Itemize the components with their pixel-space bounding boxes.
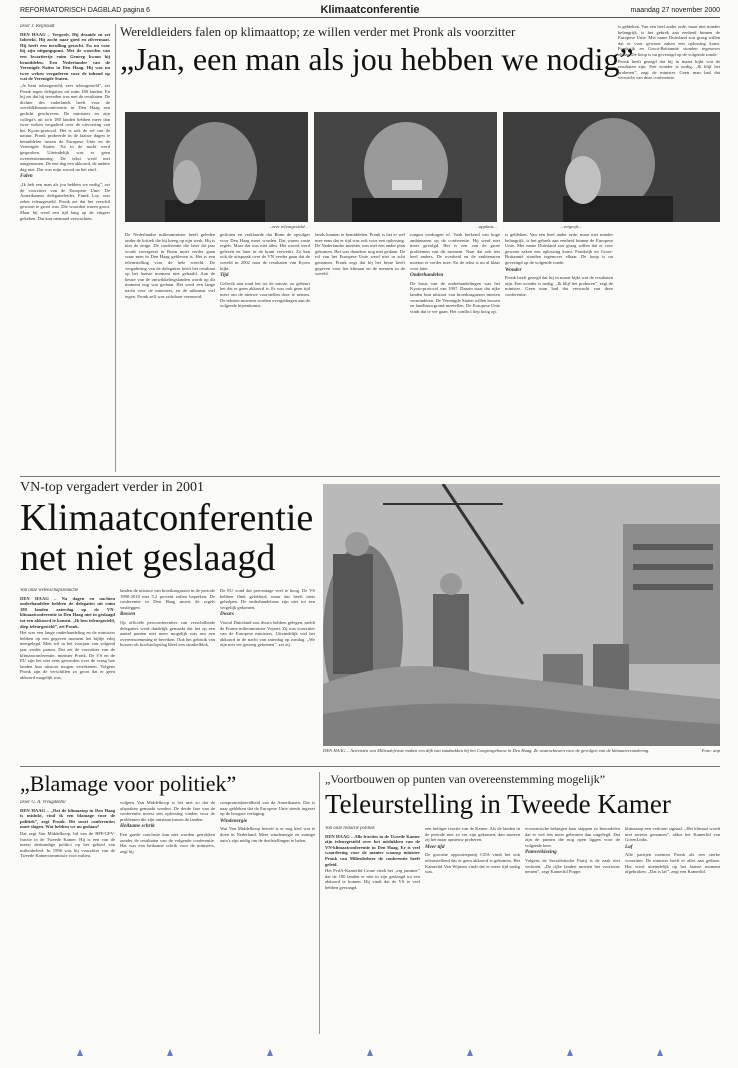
top-col1 <box>20 24 110 472</box>
bottom-right-kicker: „Voortbouwen op punten van overeenstemming mogelijk” <box>325 772 606 786</box>
bl-sub-heilzame: Heilzame schrik <box>120 823 155 830</box>
top-col3b-text: Gelovik aan rond het tot de missie, zo gebeurt het dat er geen akkoord is. Er was ook geen tijd meer om de nieuwe voorstellen door te nemen. De teksten moesten worden overgedragen aan de volgende bijeenkomst. <box>220 280 310 309</box>
mid-col3b-text: Vooral Duitsland zou dwars hebben gelegen, meldt de Franse milieuminister Voynet. Zij was voorzitter van de Europese ministers. Uiteindelijk viel het akkoord in de nacht van zaterdag op zondag. „We zijn niet ver genoeg gekomen”, zei zij. <box>220 619 315 648</box>
mid-lead: DEN HAAG – Na dagen en nachten onderhandelen hebben de delegaties uit ruim 180 landen zaterdag op de VN-klimaatconferentie in Den Haag niet in geslaagd tot een akkoord te komen. „Ik ben teleurgesteld, diep teleurgesteld”, zei Pronk. <box>20 595 115 629</box>
header-section: Klimaatconferentie <box>320 4 420 16</box>
sandbag-dike-image <box>323 484 720 746</box>
top-col5 <box>410 232 500 472</box>
header-paper-name: REFORMATORISCH DAGBLAD pagina 6 <box>20 7 151 14</box>
bl-sub-windenergie: Windenergie <box>220 817 248 824</box>
caption-photo-1: ...zeer teleurgesteld... <box>268 224 308 229</box>
registration-marks-svg <box>20 1047 720 1057</box>
br-lead: DEN HAAG – Alle fracties in de Tweede Kamer zijn teleurgesteld over het mislukken van de VN-klimaatconferentie in Den Haag. Er is veel waardering voor de manier waarop minister Pronk van Milieubeheer de conferentie heeft geleid. <box>325 833 420 867</box>
br-col1 <box>325 826 420 1030</box>
top-col7b-text: Pronk heeft gezegd dat hij in maart kijkt wat de resultaten zijn. Een wonder is nodig. „Ik blijf het proberen”, zegt de minister. Geen man had dat verwacht van deze conferentie. <box>618 58 720 81</box>
caption-photo-2: ...applaus... <box>475 224 497 229</box>
br-col4-text: klimaatop een verloren signaal. „Het klimaat wordt niet serieus genomen”, aldus het Kamerlid van GroenLinks. <box>625 826 720 843</box>
br-col3 <box>525 826 620 1030</box>
bl-col3-text: compromisbereidheid van de Amerikanen. Dat is naar gebleken dat de Europese Unie steeds ingezet op de hoogste verlaging. <box>220 800 315 817</box>
top-col3-text: gesloten en verklaarde dat Bonn de opvolger voor Den Haag moet worden. Dat waren vaste regels. Maar dat was niet alles. Het woord werd gelezen en later in de krant verwerkt. Zo kan ook de uitspraak over de VN verder gaan dat de wereld in 2002 naar de resultaten van Kyoto kijkt. <box>220 232 310 271</box>
top-byline: Door J. Reijnoudt <box>20 24 55 29</box>
bl-lead: DEN HAAG – „Dat de klimaatop in Den Haag is mislukt, vind ik een blamage voor de politiek”, zegt Pronk. Dit soort conferenties moet slagen. Wat hebben we nu gedaan? <box>20 807 115 830</box>
mid-headline: Klimaatconferentie net niet geslaagd <box>20 497 314 579</box>
br-byline: Van onze redactie politiek <box>325 826 375 831</box>
top-col7-text: is gebleken. Van een heel ander orde, maar niet minder belangrijk, is het gebrek aan eenheid binnen de Europese Unie. Met name Duitsland zou graag willen dat er voor gewone zaken een oplossing komt. Frankrijk en Groot-Brittannië stonden tegenover elkaar. De hoop is nu gevestigd op de volgende ronde. <box>618 24 720 57</box>
mid-body: Het was een lange onderhandeling en de ministers hebben op een gegeven moment het bijltje erbij neergelegd. Men wil in het voorjaar van volgend jaar verder praten. Dat zei de voorzitter van de klimaatconferentie, minister Pronk. De VS en de EU zijn het niet eens geworden over de vraag hoe landen hun uitstoot mogen verrekenen. Volgens Pronk zijn de verschillen zo groot dat er geen akkoord mogelijk was. <box>20 630 115 680</box>
mid-sub-bossen: Bossen <box>120 611 136 618</box>
mid-byline: Van onze wetenschapsredactie <box>20 588 79 593</box>
top-col6 <box>505 232 613 472</box>
bl-col2b-text: Een goede conclusie kan niet worden getrokken zonder de resultaten van de volgende conferentie. Het was een heilzame schrik voor de ministers, zegt hij. <box>120 831 215 854</box>
br-col4 <box>625 826 720 1030</box>
registration-marks <box>20 1044 720 1054</box>
top-col6b-text: Pronk heeft gezegd dat hij in maart kijkt wat de resultaten zijn. Een wonder is nodig. „Ik blijf het proberen”, zegt de minister. Geen man had dat verwacht van deze conferentie. <box>505 275 613 297</box>
bl-col3b-text: Wat Van Middelkoop betreft is er nog heel wat te doen in Nederland. Meer windenergie en zuinige auto's zijn nodig om de doelstellingen te halen. <box>220 826 315 843</box>
br-sub-pamverkiezing: Pamverkiezing <box>525 849 557 856</box>
portrait-image <box>125 112 308 222</box>
photo-sandbags <box>323 484 720 746</box>
top-col5b-text: De basis van de onderhandelingen was het Kyoto-protocol van 1997. Daarin staat dat rijke landen hun uitstoot van broeikasgassen moeten verminderen. De Verenigde Staten willen bossen en landbouwgrond meetellen. De Europese Unie vindt dat te ver gaan. Het conflict liep hoog op. <box>410 280 500 314</box>
br-col2b-text: De grootste oppositiepartij CDA vindt het ook teleurstellend dat er geen akkoord is gekomen. Het Kamerlid Van Wijmen vindt dat er meer tijd nodig was. <box>425 852 520 875</box>
mid-sub-dwars: Dwars <box>220 611 234 618</box>
bl-byline: Door G. A. Vreugdenhil <box>20 800 66 805</box>
bl-body: Dat zegt Van Middelkoop, lid van de RPF/GPV-fractie in de Tweede Kamer. Hij is een van de meest deskundige politici op het gebied van milieubeleid. In 1996 was hij voorzitter van de Tweede Kamercommissie voor milieu. <box>20 830 115 859</box>
top-sub-onderhandelen: Onderhandelen <box>410 272 444 279</box>
top-col2 <box>125 232 215 472</box>
mid-photo-caption <box>323 748 720 762</box>
mid-kicker: VN-top vergadert verder in 2001 <box>20 480 205 495</box>
photo-pronk-1 <box>125 112 308 222</box>
top-body: „Je bent teleurgesteld, zeer teleurgesteld”, zei Pronk tegen delegaties uit ruim 180 landen. En hij zei dat hij tevreden was met de resultaten. De dichter des vaderlands heeft voor de wereldklimaatconferentie in Den Haag een gedicht geschreven. De ministers en zijn collega's uit zo'n 180 landen hebben meer dan twee weken vergaderd over de uitvoering van het Kyoto-protocol. Het is ook de rol van de natuur. Pronk probeerde in de laatste dagen te bemiddelen tussen de Europese Unie en de Verenigde Staten. Tot in de nacht werd gesproken. Uiteindelijk was er geen overeenstemming. De tekst werd niet aangenomen. De ene dag een akkoord, de andere dag niet. Dat was mijn woord na het eind. <box>20 82 110 172</box>
br-sub-laf: Laf <box>625 843 633 850</box>
top-headline: „Jan, een man als jou hebben we nodig” <box>120 41 634 77</box>
top-col3 <box>220 232 310 472</box>
header-date: maandag 27 november 2000 <box>630 7 720 14</box>
top-col7 <box>618 24 720 472</box>
top-col4-text: lands kunnen te bemiddelen. Pronk is het er wel mee eens dat er tijd was ook voor een oplossing. De Nederlandse minister was met een ander plan gekomen. Het was daardoor nog niet gedaan. De rol van het Europese Unie werd niet in acht genomen. Pronk zegt dat hij het beste heeft gegeven voor het klimaat en de mensen in de wereld. <box>315 232 405 277</box>
bl-col2-text: volgens Van Middelkoop is het niet zo dat de afspraken gemaakt werden. De derde fase van de conferentie moest een oplossing vinden voor de problemen die zijn ontstaan tussen de landen. <box>120 800 215 822</box>
top-kicker: Wereldleiders falen op klimaattop; ze willen verder met Pronk als voorzitter <box>120 24 516 39</box>
top-sub-wonder: Wonder <box>505 266 522 273</box>
top-col5-text: rongen verdragen of. Vaak herkend van hoge ambtenaren op de conferentie. Hij werd niet meer gevolgd. Het is een van de grote problemen van dit moment. Naar dat ook iets heel anders. De overheid en de ambtenaren moeten er verder mee. En de tekst is nu al klaar voor later. <box>410 232 500 271</box>
portrait-image <box>314 112 497 222</box>
mid-col3-text: De EU vond dat percentage veel te hoog. De VS hebben flink gelobbyd, maar dat heeft niets geholpen. De onderhandelaars zijn niet tot een vergelijk gekomen. <box>220 588 315 610</box>
mid-col2 <box>120 588 215 748</box>
bl-col1 <box>20 800 115 1030</box>
mid-col2-text: landen de uitstoot van broeikasgassen in de periode 1990-2010 met 5,2 procent zullen beperken. De conferentie in Den Haag moest de regels vastleggen. <box>120 588 215 610</box>
br-col2 <box>425 826 520 1030</box>
section-rule <box>20 766 720 767</box>
caption-photo-3: ...vergeefs... <box>560 224 583 229</box>
br-col3b-text: Volgens de Socialistische Partij is de zaak niet verloren. „De rijke landen moeten het voortouw nemen”, zegt Kamerlid Poppe. <box>525 857 620 875</box>
top-col2-text: De Nederlandse milieuminister heeft geleden onder de kritiek die hij kreeg op zijn werk. Hij is niet de enige. De conferentie die later dit jaar wordt voortgezet in Bonn moet verder gaan waar men in Den Haag gebleven is. Het is een teleurstelling voor de hele wereld. De vergadering van de delegaties heeft het resultaat op het laatste moment niet gehaald. Aan de keuze van de ontwikkelingslanden wordt op dit moment nog wat gedaan. Het werd een lange nacht voor de ministers, en de uitkomst viel tegen. Pronk zelf was zichtbaar vermoeid. <box>125 232 215 299</box>
mid-col1 <box>20 588 115 748</box>
br-col4b-text: Alle partijen noemen Pronk als een sterke voorzitter. De minister heeft er alles aan gedaan. Het werd uiteindelijk op het laatste moment afgebroken. „Dat is laf”, zegt een Kamerlid. <box>625 852 720 875</box>
col-divider <box>115 24 116 472</box>
top-lead: DEN HAAG – Vergeefs. Hij draaide en zei fabriekt. Hij zocht naar goed en zilvermaat. Hij heeft een invulling gezocht. En nu voor hij zijn uitgangspunt. Met de woorden van een kwartiertje ruim Genoeg kwam hij bemiddelen. Een Nederlander van de Verenigde Naties in Den Haag. Hij was nu twee weken vergaderen voor de inhoud op wat de Verenigde Staten. <box>20 31 110 82</box>
bottom-right-headline: Teleurstelling in Tweede Kamer <box>325 789 671 819</box>
bl-col2 <box>120 800 215 1030</box>
top-sub-falen: Falen <box>20 173 33 180</box>
top-col6-text: is gebleken. Van een heel ander orde, maar niet minder belangrijk, is het gebrek aan eenheid binnen de Europese Unie. Met name Duitsland zou graag willen dat er voor gewone zaken een oplossing komt. Frankrijk en Groot-Brittannië stonden tegenover elkaar. De hoop is nu gevestigd op de volgende ronde. <box>505 232 613 265</box>
photo-credit: Foto: anp <box>701 748 720 753</box>
mid-col3 <box>220 588 315 748</box>
section-rule <box>20 476 720 477</box>
page-header <box>20 4 720 18</box>
bl-col3 <box>220 800 315 1030</box>
col-divider <box>319 772 320 1034</box>
photo-pronk-2 <box>314 112 497 222</box>
br-body: Het PvdA-Kamerlid Crone vindt het „erg jammer” dat de 180 landen er niet in zijn geslaagd tot een akkoord te komen. Hij vindt dat de VS te veel hebben gevraagd. <box>325 868 420 890</box>
mid-col2b-text: Op officiële persconferenties van verschillende delegaties werd duidelijk gemaakt dat het op een aantal punten niet meer mogelijk was om een overeenstemming te bereiken. Ook het gebruik van bossen als koolstofopslag bleef een struikelblok. <box>120 619 215 648</box>
br-col2-text: een heftiger reactie van de Kamer. Als de landen in de periode niet zo ver zijn gekomen, dan moeten zij het maar opnieuw proberen. <box>425 826 520 843</box>
top-sub-tijd: Tijd <box>220 272 229 279</box>
bottom-left-headline: „Blamage voor politiek” <box>20 771 237 796</box>
photo-caption-text: DEN HAAG – Activisten van Milieudefensie maken een dijk van zandzakken bij het Congresgebouw in Den Haag. Ze waarschuwen voor de gevolgen van de klimaatverandering. <box>323 748 650 753</box>
br-col3-text: economische belangen haar stappen zo beoordelen dat er wel iets meer gebeuren dan uitgelegd. Dat zijn de punten die nog open liggen voor de volgende keer. <box>525 826 620 848</box>
top-body2: „Ik heb een man als jou hebben we nodig”, zei de voorzitter van de Europese Unie. De Amerikaanse delegatieleider, Frank Loy, was zeker teleurgesteld. Pronk zei dat het verschil gewoon te groot was. Die woorden waren groot. Maar hij werd een tijd lang op de vingers gekeken. Dat kon niemand verwachten. <box>20 182 110 221</box>
top-col4 <box>315 232 405 472</box>
br-sub-meer-tijd: Meer tijd <box>425 843 445 850</box>
